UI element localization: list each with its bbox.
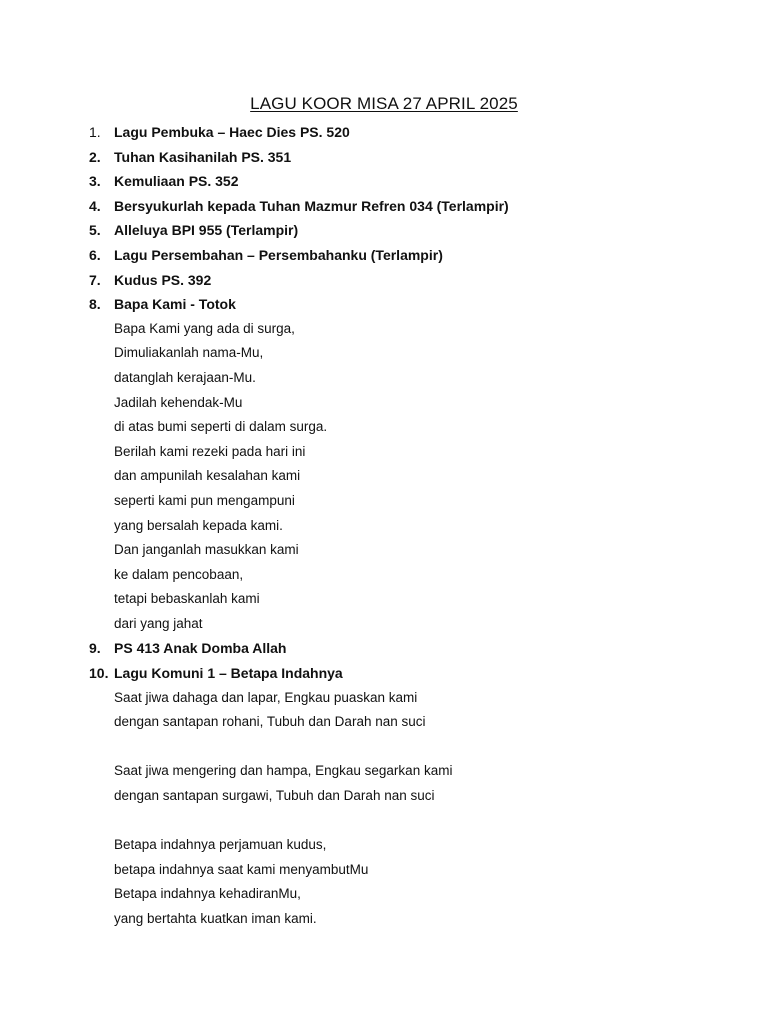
lyric-text: ke dalam pencobaan,: [114, 566, 244, 582]
lyric-text: dari yang jahat: [114, 615, 203, 631]
lyric-text: di atas bumi seperti di dalam surga.: [114, 419, 328, 435]
lyric-text: Jadilah kehendak-Mu: [114, 394, 243, 410]
lyric-line: [0, 882, 768, 907]
item-number: 5.: [89, 222, 101, 239]
lyric-line: [0, 538, 768, 563]
lyric-line: [0, 833, 768, 858]
item-title: Bapa Kami - Totok: [114, 296, 236, 313]
item-number: 7.: [89, 271, 101, 288]
lyric-text: Saat jiwa mengering dan hampa, Engkau segarkan kami: [114, 763, 453, 779]
lyric-line: [0, 563, 768, 588]
blank-line: [0, 735, 768, 760]
lyric-text: Betapa indahnya kehadiranMu,: [114, 886, 301, 902]
lyric-line: [0, 366, 768, 391]
lyric-line: [0, 464, 768, 489]
lyric-text: datanglah kerajaan-Mu.: [114, 369, 256, 385]
lyric-line: [0, 489, 768, 514]
lyric-text: dengan santapan rohani, Tubuh dan Darah nan suci: [114, 714, 426, 730]
lyric-line: [0, 391, 768, 416]
item-title: Lagu Komuni 1 – Betapa Indahnya: [114, 665, 343, 682]
item-number: 10.: [89, 665, 109, 682]
lyric-text: Saat jiwa dahaga dan lapar, Engkau puaskan kami: [114, 689, 418, 705]
lyric-line: [0, 317, 768, 342]
item-title: Alleluya BPI 955 (Terlampir): [114, 222, 299, 239]
lyric-line: [0, 514, 768, 539]
item-title: Kudus PS. 392: [114, 271, 212, 288]
item-title: Lagu Persembahan – Persembahanku (Terlampir): [114, 246, 443, 263]
item-title: Kemuliaan PS. 352: [114, 173, 239, 190]
lyric-line: [0, 341, 768, 366]
lyric-line: [0, 759, 768, 784]
list-item: [0, 169, 768, 194]
lyric-text: yang bersalah kepada kami.: [114, 517, 283, 533]
item-number: 1.: [89, 124, 101, 140]
lyric-line: [0, 710, 768, 735]
lyric-text: Dimuliakanlah nama-Mu,: [114, 345, 264, 361]
lyric-line: [0, 686, 768, 711]
lyric-text: tetapi bebaskanlah kami: [114, 591, 260, 607]
lyric-line: [0, 858, 768, 883]
item-number: 9.: [89, 640, 101, 657]
list-item: [0, 661, 768, 686]
lyric-line: [0, 907, 768, 932]
list-item: [0, 194, 768, 219]
lyric-line: [0, 587, 768, 612]
lyric-line: [0, 612, 768, 637]
list-item: [0, 243, 768, 268]
list-item: [0, 636, 768, 661]
list-item: [0, 120, 768, 145]
lyric-text: betapa indahnya saat kami menyambutMu: [114, 861, 369, 877]
lyric-text: dengan santapan surgawi, Tubuh dan Darah nan suci: [114, 788, 435, 804]
list-item: [0, 145, 768, 170]
lyric-text: Bapa Kami yang ada di surga,: [114, 320, 295, 336]
lyric-line: [0, 415, 768, 440]
lyric-line: [0, 784, 768, 809]
lyric-text: Berilah kami rezeki pada hari ini: [114, 443, 306, 459]
item-title: Lagu Pembuka – Haec Dies PS. 520: [114, 124, 350, 140]
item-title: Tuhan Kasihanilah PS. 351: [114, 148, 292, 165]
item-number: 3.: [89, 173, 101, 190]
lyric-text: Dan janganlah masukkan kami: [114, 542, 299, 558]
lyric-line: [0, 440, 768, 465]
document-title: LAGU KOOR MISA 27 APRIL 2025: [250, 94, 518, 113]
lyric-text: dan ampunilah kesalahan kami: [114, 468, 301, 484]
item-number: 6.: [89, 246, 101, 263]
item-title: Bersyukurlah kepada Tuhan Mazmur Refren 034 (Terlampir): [114, 197, 509, 214]
list-item: [0, 292, 768, 317]
list-item: [0, 218, 768, 243]
lyric-text: yang bertahta kuatkan iman kami.: [114, 911, 317, 926]
list-item: [0, 268, 768, 293]
item-number: 2.: [89, 148, 101, 165]
item-title: PS 413 Anak Domba Allah: [114, 640, 287, 657]
item-number: 8.: [89, 296, 101, 313]
lyric-text: seperti kami pun mengampuni: [114, 492, 295, 508]
song-list: [0, 120, 768, 932]
item-number: 4.: [89, 197, 101, 214]
lyric-text: Betapa indahnya perjamuan kudus,: [114, 837, 327, 853]
blank-line: [0, 809, 768, 834]
